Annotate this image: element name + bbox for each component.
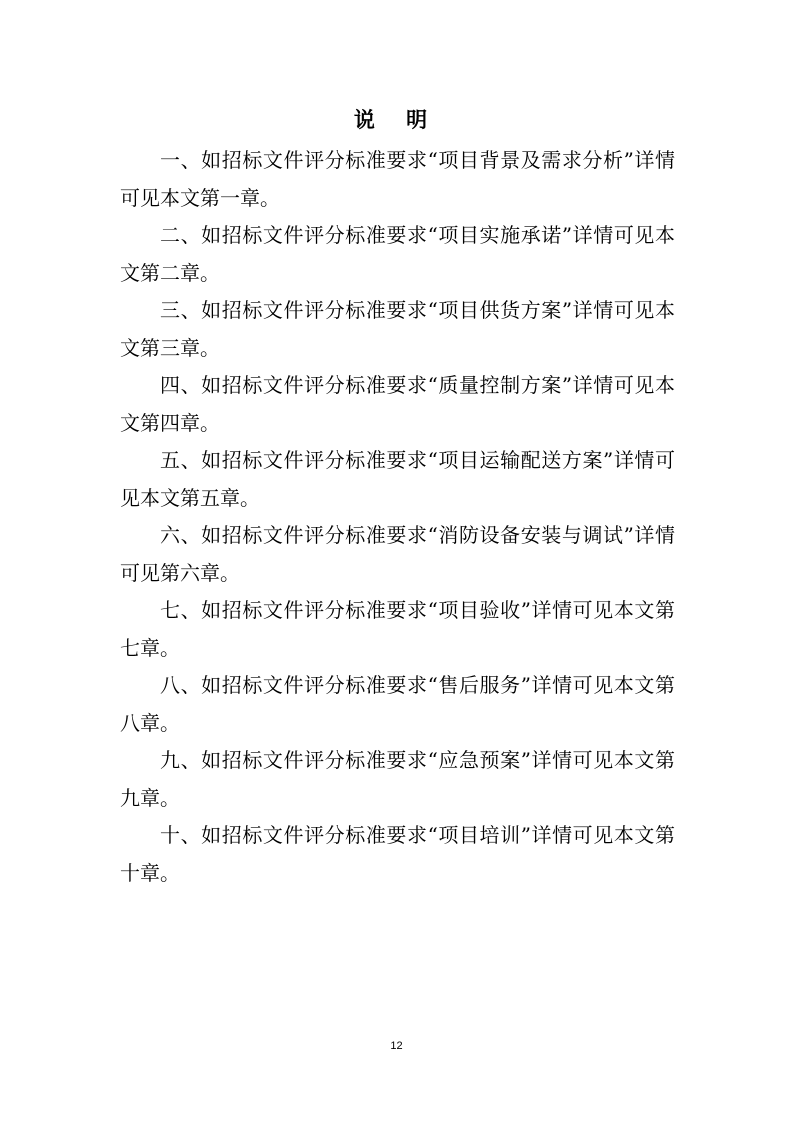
paragraph-4: 四、如招标文件评分标准要求“质量控制方案”详情可见本文第四章。 — [120, 373, 675, 435]
paragraph-9: 九、如招标文件评分标准要求“应急预案”详情可见本文第九章。 — [120, 748, 675, 810]
paragraph-7: 七、如招标文件评分标准要求“项目验收”详情可见本文第七章。 — [120, 598, 675, 660]
paragraph-10: 十、如招标文件评分标准要求“项目培训”详情可见本文第十章。 — [120, 823, 675, 885]
paragraph-1: 一、如招标文件评分标准要求“项目背景及需求分析”详情可见本文第一章。 — [120, 148, 675, 210]
paragraph-2: 二、如招标文件评分标准要求“项目实施承诺”详情可见本文第二章。 — [120, 223, 675, 285]
paragraph-6: 六、如招标文件评分标准要求“消防设备安装与调试”详情可见第六章。 — [120, 523, 675, 585]
page-number: 12 — [390, 1040, 403, 1052]
paragraph-8: 八、如招标文件评分标准要求“售后服务”详情可见本文第八章。 — [120, 673, 675, 735]
page-title: 说 明 — [353, 108, 440, 132]
document-body — [120, 142, 675, 892]
paragraph-3: 三、如招标文件评分标准要求“项目供货方案”详情可见本文第三章。 — [120, 298, 675, 360]
paragraph-5: 五、如招标文件评分标准要求“项目运输配送方案”详情可见本文第五章。 — [120, 448, 675, 510]
